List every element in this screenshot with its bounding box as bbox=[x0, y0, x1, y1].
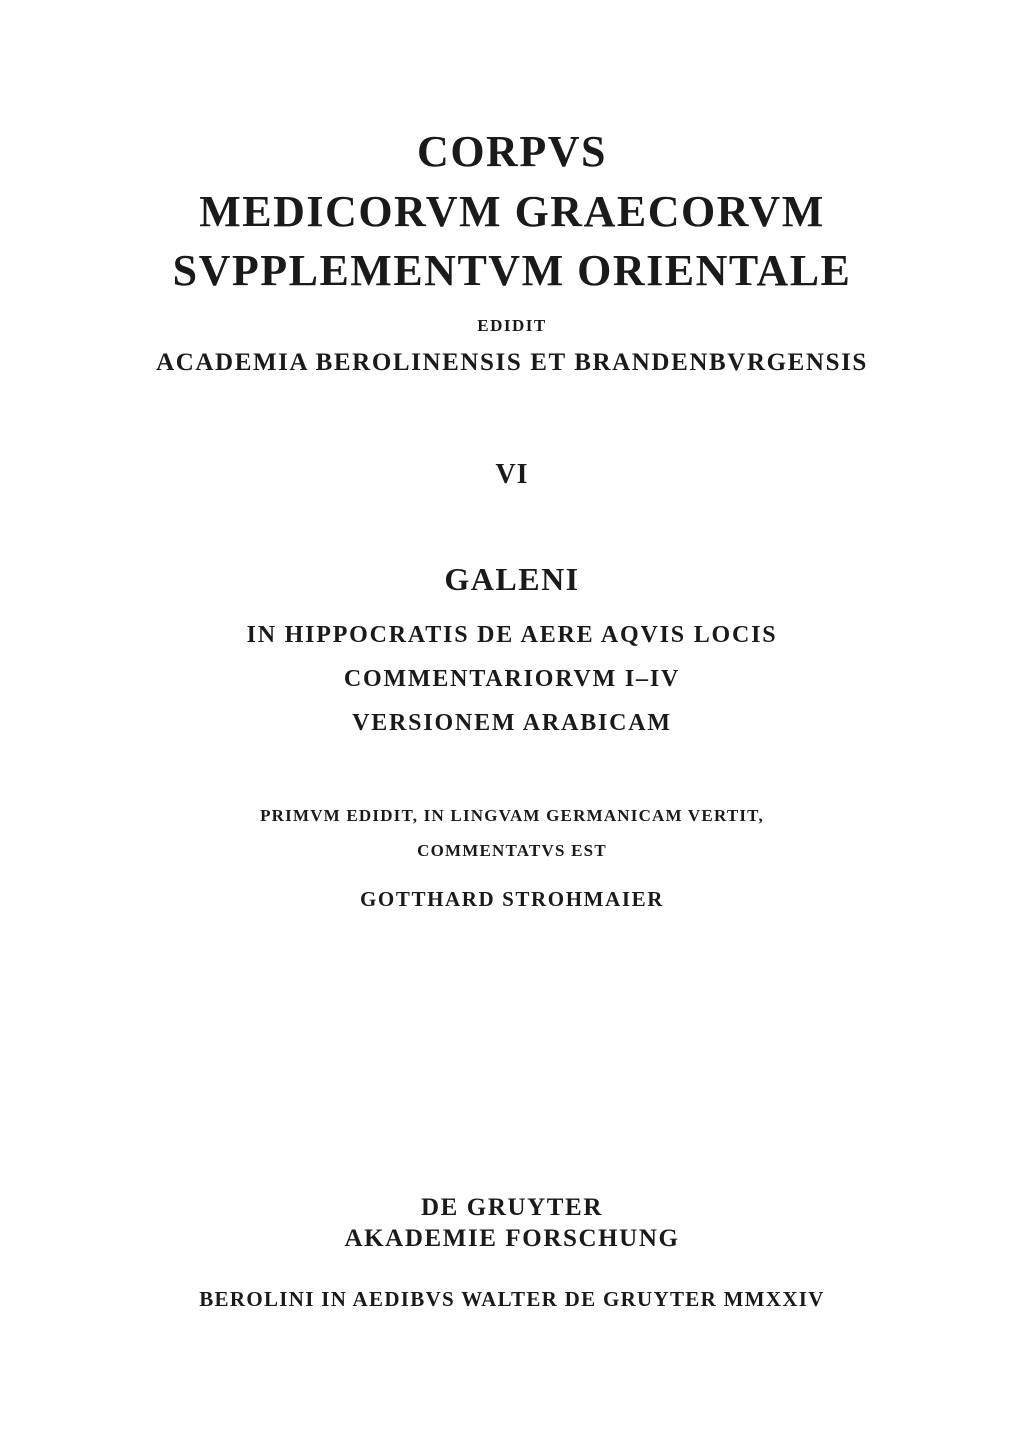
work-title-line-1: IN HIPPOCRATIS DE AERE AQVIS LOCIS bbox=[246, 622, 778, 648]
series-title-line-3: SVPPLEMENTVM ORIENTALE bbox=[172, 246, 852, 295]
work-author: GALENI bbox=[444, 561, 580, 597]
academy-name: ACADEMIA BEROLINENSIS ET BRANDENBVRGENSIS bbox=[156, 349, 868, 376]
series-title-line-1: CORPVS bbox=[417, 127, 607, 176]
publisher-name: DE GRUYTER bbox=[421, 1194, 603, 1221]
editorial-note-line-1: PRIMVM EDIDIT, IN LINGVAM GERMANICAM VERTIT, bbox=[260, 806, 764, 825]
editor-name: GOTTHARD STROHMAIER bbox=[359, 887, 664, 911]
series-title-line-2: MEDICORVM GRAECORVM bbox=[199, 187, 825, 236]
imprint: BEROLINI IN AEDIBVS WALTER DE GRUYTER MMXXIV bbox=[199, 1287, 825, 1311]
volume-number: VI bbox=[495, 459, 529, 490]
work-title-line-2: COMMENTARIORVM I–IV bbox=[343, 666, 681, 692]
publisher-series: AKADEMIE FORSCHUNG bbox=[344, 1225, 680, 1252]
edidit-label: EDIDIT bbox=[477, 316, 547, 335]
editorial-note-line-2: COMMENTATVS EST bbox=[417, 841, 607, 860]
work-title-line-3: VERSIONEM ARABICAM bbox=[352, 710, 672, 736]
